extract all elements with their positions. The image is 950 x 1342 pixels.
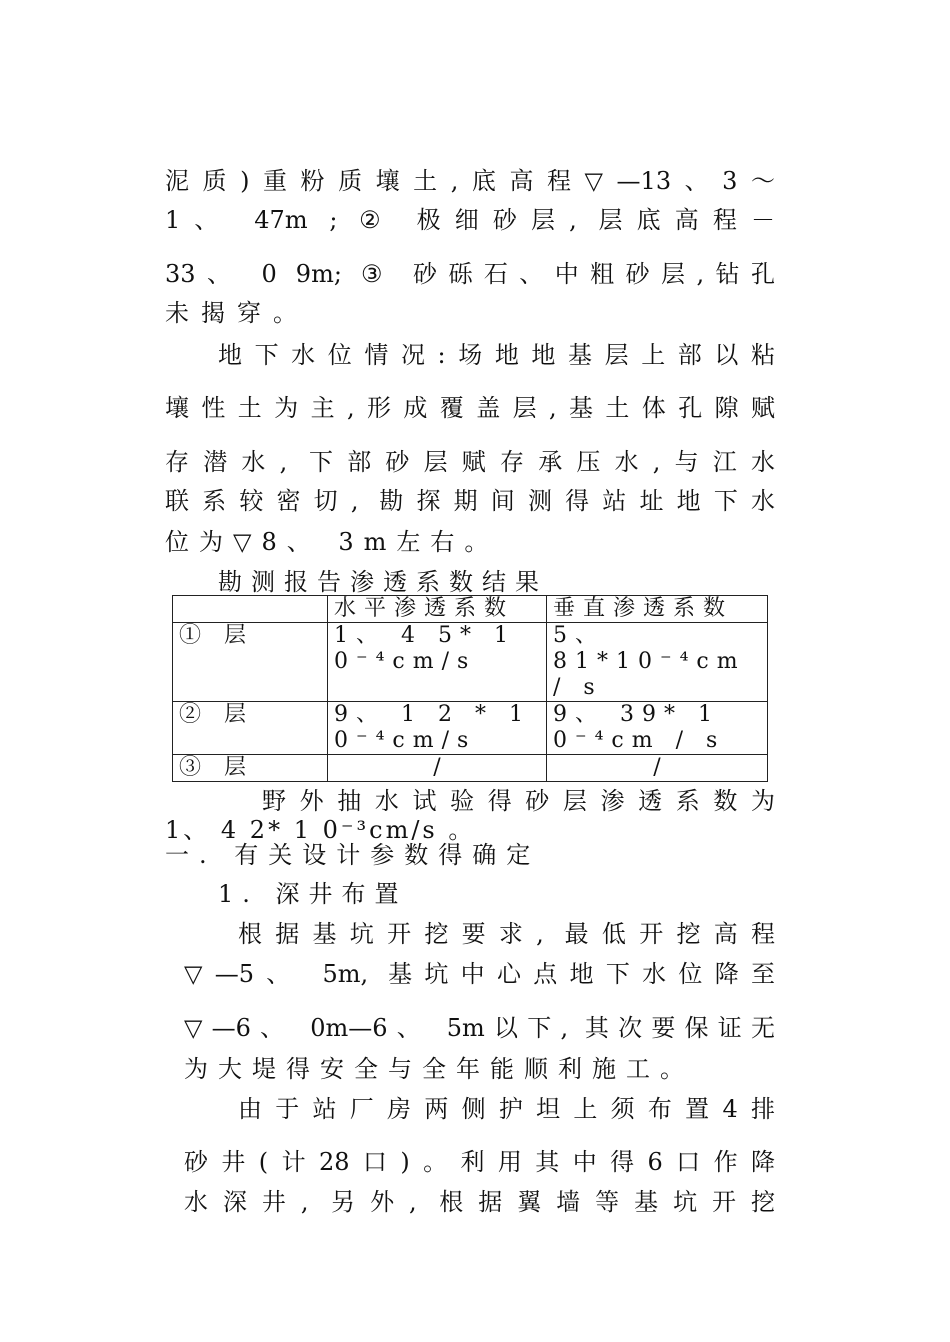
paragraph-line: 根据基坑开挖要求, 最低开挖高程 [238, 920, 775, 948]
paragraph-line: ▽—6、 0m—6、 5m以下, 其次要保证无 [184, 1014, 775, 1042]
table-row [173, 623, 768, 702]
table-header-cell [173, 596, 328, 623]
paragraph-line: 野外抽水试验得砂层渗透系数为 [262, 787, 775, 815]
table-cell: ③ 层 [173, 755, 328, 782]
paragraph-line: 位为▽8、 3m左右。 [165, 528, 499, 556]
table-header-cell: 水平渗透系数 [328, 596, 547, 623]
table-header-row [173, 596, 768, 623]
table-title: 勘测报告渗透系数结果 [218, 568, 548, 596]
table-row [173, 702, 768, 755]
table-cell: ① 层 [173, 623, 328, 702]
table-cell: 1、 4 5* 1 0⁻⁴cm/s [328, 623, 547, 702]
paragraph-line: 砂井(计28口)。利用其中得6口作降 [184, 1148, 775, 1176]
table-cell: / [547, 755, 768, 782]
table-cell: 9、 1 2 * 1 0⁻⁴cm/s [328, 702, 547, 755]
paragraph-line: 联系较密切, 勘探期间测得站址地下水 [165, 487, 775, 515]
table-cell: 5、 81*10⁻⁴cm / s [547, 623, 768, 702]
paragraph-line: 1、 4 2* 1 0⁻³cm/s 。 [165, 816, 476, 844]
paragraph-line: 泥质)重粉质壤土,底高程▽—13、3～ [165, 167, 775, 195]
table-row [173, 755, 768, 782]
paragraph-line: 1、 47m ; ② 极细砂层, 层底高程－ [165, 206, 775, 234]
paragraph-line: 水深井, 另外, 根据翼墙等基坑开挖 [184, 1188, 775, 1216]
paragraph-line: 由于站厂房两侧护坦上须布置4排 [238, 1095, 775, 1123]
paragraph-line: 壤性土为主,形成覆盖层,基土体孔隙赋 [165, 394, 775, 422]
section-heading: 一. 有关设计参数得确定 [165, 841, 541, 869]
subsection-heading: 1. 深井布置 [218, 880, 408, 908]
paragraph-line: ▽—5、 5m, 基坑中心点地下水位降至 [184, 960, 775, 988]
paragraph-line: 未揭穿。 [165, 299, 309, 327]
table-cell: 9、 39* 1 0⁻⁴cm / s [547, 702, 768, 755]
table-header-cell: 垂直渗透系数 [547, 596, 768, 623]
table-cell: ② 层 [173, 702, 328, 755]
permeability-table [172, 595, 768, 782]
paragraph-line: 33、 0 9m; ③ 砂砾石、中粗砂层,钻孔 [165, 260, 775, 288]
paragraph-line: 为大堤得安全与全年能顺利施工。 [184, 1055, 694, 1083]
table-cell: / [328, 755, 547, 782]
paragraph-line: 存潜水, 下部砂层赋存承压水,与江水 [165, 448, 775, 476]
paragraph-line: 地下水位情况:场地地基层上部以粘 [218, 341, 775, 369]
